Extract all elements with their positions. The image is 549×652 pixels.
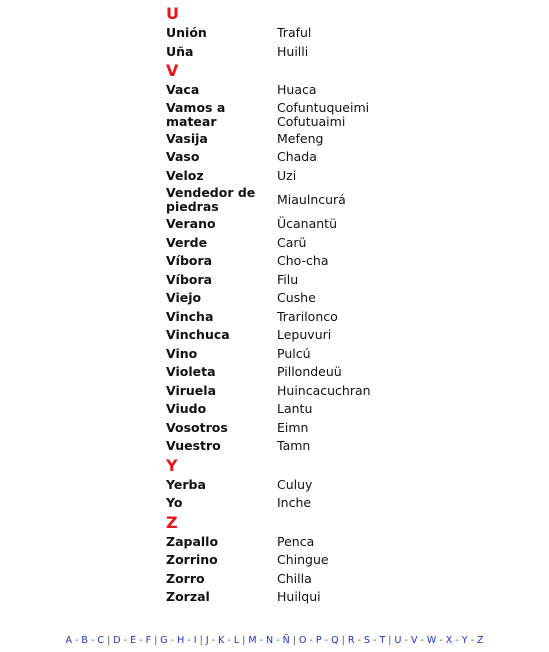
spanish-word: Vasija (166, 130, 208, 146)
dictionary-entry (166, 437, 526, 456)
nav-letter-link[interactable]: N (266, 635, 274, 646)
nav-letter-link[interactable]: S (363, 635, 370, 646)
dictionary-entry (166, 382, 526, 401)
nav-letter-link[interactable]: E (130, 635, 137, 646)
nav-group-separator: | (104, 635, 114, 646)
mapudungun-translation: Ücanantü (277, 216, 338, 232)
section-letter-heading: Y (166, 455, 178, 475)
mapudungun-translation: Eimn (277, 419, 309, 435)
dictionary-entry (166, 81, 526, 100)
dictionary-entry (166, 215, 526, 234)
dictionary-entry (166, 100, 526, 130)
mapudungun-translation: Cho-cha (277, 253, 329, 269)
dictionary-entry (166, 271, 526, 290)
dictionary-entry (166, 289, 526, 308)
mapudungun-translation: Penca (277, 533, 315, 549)
nav-letter-link[interactable]: L (233, 635, 240, 646)
mapudungun-translation: Carü (277, 234, 307, 250)
nav-dash-separator: - (208, 635, 219, 646)
dictionary-entry (166, 43, 526, 62)
nav-dash-separator: - (136, 635, 146, 646)
dictionary-entry (166, 419, 526, 438)
dictionary-entry (166, 476, 526, 495)
spanish-word: Viruela (166, 382, 216, 398)
dictionary-entry (166, 148, 526, 167)
dictionary-entry (166, 533, 526, 552)
nav-dash-separator: - (369, 635, 380, 646)
nav-letter-link[interactable]: J (205, 635, 209, 646)
nav-letter-link[interactable]: Y (461, 635, 468, 646)
spanish-word: Zorro (166, 570, 205, 586)
spanish-word: Verde (166, 234, 208, 250)
nav-letter-link[interactable]: H (177, 635, 185, 646)
nav-dash-separator: - (167, 635, 178, 646)
nav-letter-link[interactable]: W (426, 635, 437, 646)
nav-dash-separator: - (71, 635, 82, 646)
mapudungun-translation: Tamn (277, 438, 311, 454)
nav-dash-separator: - (417, 635, 427, 646)
nav-letter-link[interactable]: X (445, 635, 453, 646)
dictionary-entry (166, 363, 526, 382)
mapudungun-translation: Chada (277, 149, 317, 165)
spanish-word: Viudo (166, 401, 207, 417)
dictionary-entry (166, 308, 526, 327)
nav-letter-link[interactable]: D (113, 635, 121, 646)
spanish-word: Vendedor de piedras (166, 185, 256, 214)
mapudungun-translation: Huilqui (277, 589, 321, 605)
nav-letter-link[interactable]: K (218, 635, 225, 646)
nav-letter-link[interactable]: Q (331, 635, 339, 646)
dictionary-entry (166, 130, 526, 149)
mapudungun-translation: Lantu (277, 401, 313, 417)
nav-letter-link[interactable]: C (97, 635, 105, 646)
mapudungun-translation: Uzi (277, 167, 297, 183)
spanish-word: Violeta (166, 364, 216, 380)
mapudungun-translation: Huilli (277, 43, 309, 59)
spanish-word: Viejo (166, 290, 202, 306)
spanish-word: Uña (166, 43, 194, 59)
alphabet-navigation (0, 635, 549, 646)
spanish-word: Vinchuca (166, 327, 230, 343)
mapudungun-translation: Pillondeuü (277, 364, 342, 380)
nav-group-separator: | (239, 635, 249, 646)
nav-letter-link[interactable]: Z (477, 635, 484, 646)
mapudungun-translation: Huaca (277, 82, 317, 98)
nav-letter-link[interactable]: M (248, 635, 257, 646)
nav-dash-separator: - (321, 635, 332, 646)
dictionary-entry (166, 400, 526, 419)
nav-letter-link[interactable]: O (298, 635, 307, 646)
spanish-word: Vino (166, 345, 198, 361)
nav-letter-link[interactable]: T (379, 635, 386, 646)
spanish-word: Zorzal (166, 589, 210, 605)
nav-dash-separator: - (452, 635, 462, 646)
dictionary-entry (166, 326, 526, 345)
mapudungun-translation: Cushe (277, 290, 316, 306)
spanish-word: Víbora (166, 271, 213, 287)
section-z (166, 513, 526, 607)
mapudungun-translation: Inche (277, 495, 312, 511)
spanish-word: Víbora (166, 253, 213, 269)
nav-letter-link[interactable]: G (160, 635, 168, 646)
nav-dash-separator: - (256, 635, 267, 646)
spanish-word: Vincha (166, 308, 214, 324)
spanish-word: Zapallo (166, 533, 219, 549)
spanish-word: Vaso (166, 149, 200, 165)
mapudungun-translation: Pulcú (277, 345, 311, 361)
nav-letter-link[interactable]: F (145, 635, 152, 646)
mapudungun-translation: Cofuntuqueimi Cofutuaimi (277, 99, 370, 129)
mapudungun-translation: Filu (277, 271, 299, 287)
spanish-word: Zorrino (166, 552, 218, 568)
mapudungun-translation: Traful (277, 25, 312, 41)
nav-group-separator: | (151, 635, 161, 646)
nav-group-separator: | (385, 635, 395, 646)
dictionary-entry (166, 252, 526, 271)
nav-dash-separator: - (273, 635, 283, 646)
mapudungun-translation: Miaulncurá (277, 192, 346, 207)
nav-letter-link[interactable]: U (394, 635, 402, 646)
nav-dash-separator: - (184, 635, 194, 646)
nav-dash-separator: - (87, 635, 98, 646)
spanish-word: Unión (166, 25, 207, 41)
dictionary-entry (166, 570, 526, 589)
section-u (166, 4, 526, 61)
nav-letter-link[interactable]: R (347, 635, 355, 646)
nav-group-separator: | (289, 635, 299, 646)
nav-dash-separator: - (436, 635, 446, 646)
dictionary-entry (166, 24, 526, 43)
spanish-word: Vaca (166, 82, 200, 98)
nav-dash-separator: - (354, 635, 364, 646)
nav-group-separator: | (196, 635, 206, 646)
nav-dash-separator: - (467, 635, 478, 646)
nav-letter-link[interactable]: B (81, 635, 88, 646)
spanish-word: Vuestro (166, 438, 221, 454)
dictionary-entry (166, 588, 526, 607)
nav-letter-link[interactable]: I (193, 635, 197, 646)
mapudungun-translation: Huincacuchran (277, 382, 371, 398)
nav-letter-link[interactable]: P (315, 635, 322, 646)
dictionary-entry (166, 234, 526, 253)
section-letter-heading: Z (166, 512, 178, 532)
mapudungun-translation: Lepuvuri (277, 327, 332, 343)
dictionary-entry (166, 345, 526, 364)
mapudungun-translation: Chingue (277, 552, 329, 568)
dictionary-entry (166, 551, 526, 570)
mapudungun-translation: Chilla (277, 570, 312, 586)
section-letter-heading: V (166, 61, 179, 80)
spanish-word: Vamos a matear (166, 99, 226, 129)
spanish-word: Vosotros (166, 419, 228, 435)
nav-letter-link[interactable]: Ñ (282, 635, 290, 646)
dictionary-entry (166, 167, 526, 186)
nav-letter-link[interactable]: V (410, 635, 418, 646)
mapudungun-translation: Culuy (277, 476, 313, 492)
spanish-word: Verano (166, 216, 216, 232)
section-letter-heading: U (166, 4, 179, 23)
nav-letter-link[interactable]: A (65, 635, 72, 646)
mapudungun-translation: Mefeng (277, 130, 324, 146)
mapudungun-translation: Trarilonco (277, 308, 338, 324)
nav-dash-separator: - (306, 635, 316, 646)
dictionary-content (166, 4, 526, 607)
nav-dash-separator: - (401, 635, 411, 646)
section-y (166, 456, 526, 513)
dictionary-entry (166, 494, 526, 513)
spanish-word: Yo (166, 495, 183, 511)
spanish-word: Yerba (166, 476, 206, 492)
spanish-word: Veloz (166, 167, 204, 183)
nav-dash-separator: - (120, 635, 131, 646)
section-v (166, 61, 526, 456)
dictionary-entry (166, 185, 526, 215)
nav-group-separator: | (338, 635, 348, 646)
nav-dash-separator: - (224, 635, 234, 646)
